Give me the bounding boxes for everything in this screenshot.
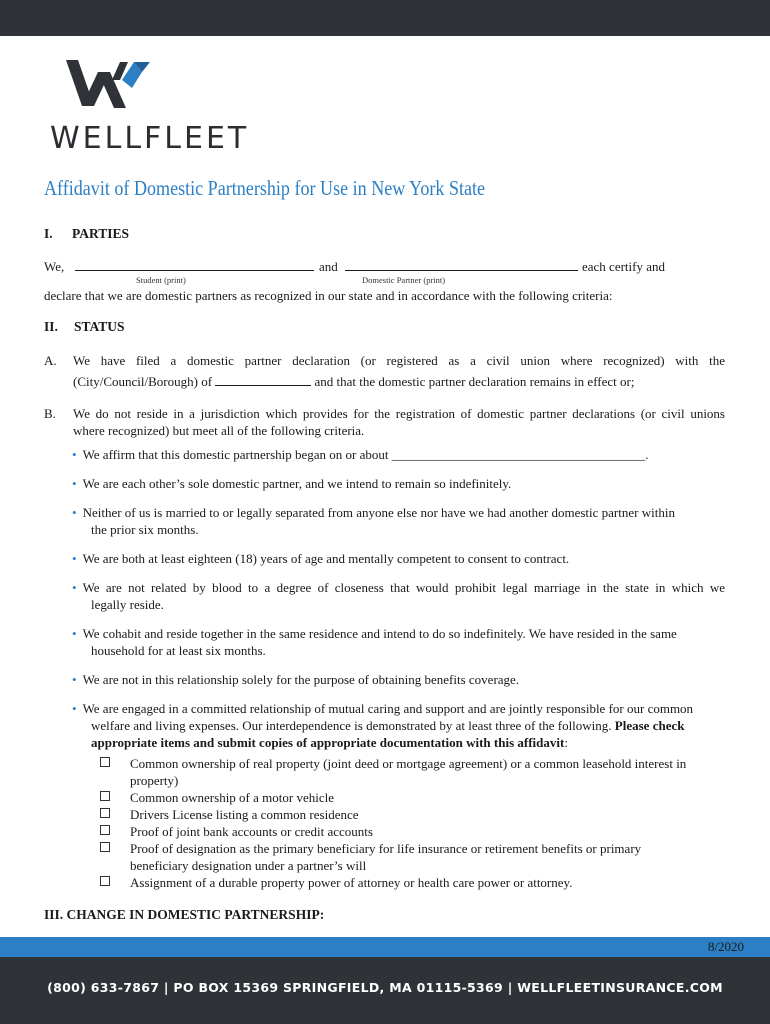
item-a-line1: We have filed a domestic partner declaration (or registered as a civil union where recognized) with the — [73, 353, 725, 368]
city-blank-field[interactable] — [215, 373, 311, 386]
bullet-dot-icon: • — [72, 580, 77, 595]
checkbox[interactable] — [100, 808, 110, 818]
checkbox[interactable] — [100, 842, 110, 852]
check-item-beneficiary[interactable]: Proof of designation as the primary beneficiary for life insurance or retirement benefits or primary beneficiary designation under a partner’s will — [100, 840, 129, 857]
bullet-dot-icon: • — [72, 447, 77, 462]
student-caption: Student (print) — [136, 275, 186, 285]
criteria-bullet: • We are not in this relationship solely for the purpose of obtaining benefits coverage. — [72, 672, 520, 687]
item-a-line2 — [73, 373, 733, 390]
bullet-dot-icon: • — [72, 672, 77, 687]
footer-accent-bar — [0, 937, 770, 957]
item-a-label: A. — [44, 353, 57, 368]
section-3-heading: III. CHANGE IN DOMESTIC PARTNERSHIP: — [44, 907, 325, 922]
item-b-label: B. — [44, 406, 56, 421]
section-2-number: II. — [44, 319, 58, 334]
bullet-dot-icon: • — [72, 626, 77, 641]
check-item-power-of-attorney[interactable]: Assignment of a durable property power of attorney or health care power or attorney. — [100, 874, 129, 891]
check-item-motor-vehicle[interactable]: Common ownership of a motor vehicle — [100, 789, 129, 806]
criteria-bullet: • We cohabit and reside together in the same residence and intend to do so indefinitely. We have resided in the same household for at least six months. — [72, 626, 677, 658]
parties-certify-text: each certify and — [582, 259, 666, 274]
item-b-line1: We do not reside in a jurisdiction which provides for the registration of domestic partner declarations (or civil unions — [73, 406, 725, 421]
criteria-bullet: • Neither of us is married to or legally separated from anyone else nor have we had another domestic partner within the prior six months. — [72, 505, 675, 537]
criteria-bullet: • We affirm that this domestic partnership began on or about _______________________________________. — [72, 447, 649, 462]
document-title: Affidavit of Domestic Partnership for Use in New York State — [44, 176, 486, 200]
partner-caption: Domestic Partner (print) — [362, 275, 446, 285]
section-1-number: I. — [44, 226, 53, 241]
item-a-line2-pre: (City/Council/Borough) of — [73, 374, 213, 389]
check-item-real-property[interactable]: Common ownership of real property (joint deed or mortgage agreement) or a common leasehold interest in property) — [100, 755, 129, 772]
item-a-line2-post: and that the domestic partner declaration remains in effect or; — [314, 374, 635, 389]
parties-and-label: and — [319, 259, 338, 274]
footer-bar — [0, 957, 770, 1024]
brand-name: WELLFLEET — [50, 121, 250, 156]
student-name-field[interactable] — [75, 258, 314, 275]
section-1-heading: PARTIES — [72, 226, 130, 241]
item-b-line2: where recognized) but meet all of the following criteria. — [73, 423, 365, 438]
top-header-bar — [0, 0, 770, 36]
bullet-dot-icon: • — [72, 701, 77, 716]
bullet-dot-icon: • — [72, 551, 77, 566]
bullet-dot-icon: • — [72, 476, 77, 491]
section-2-heading: STATUS — [74, 319, 125, 334]
criteria-bullet: • We are both at least eighteen (18) years of age and mentally competent to consent to contract. — [72, 551, 570, 566]
parties-declaration-text: declare that we are domestic partners as recognized in our state and in accordance with the following criteria: — [44, 288, 613, 303]
parties-we-label: We, — [44, 259, 65, 274]
criteria-bullet: • We are not related by blood to a degree of closeness that would prohibit legal marriage in the state in which we legally reside. — [72, 580, 725, 612]
bullet-dot-icon: • — [72, 505, 77, 520]
criteria-bullet: • We are each other’s sole domestic partner, and we intend to remain so indefinitely. — [72, 476, 512, 491]
form-date-code: 8/2020 — [707, 939, 744, 954]
checkbox[interactable] — [100, 757, 110, 767]
partner-name-field[interactable] — [345, 258, 578, 275]
criteria-bullet: • We are engaged in a committed relationship of mutual caring and support and are jointly responsible for our common welfare and living expenses. Our interdependence is demonstrated by at least three of the following. Please check appropriate items and submit copies of appropriate documentation with this affidavit: — [72, 701, 694, 750]
checkbox[interactable] — [100, 791, 110, 801]
checkbox[interactable] — [100, 825, 110, 835]
checkbox[interactable] — [100, 876, 110, 886]
footer-contact: (800) 633-7867 | PO BOX 15369 SPRINGFIELD, MA 01115-5369 | WELLFLEETINSURANCE.COM — [47, 980, 723, 995]
check-item-bank-accounts[interactable]: Proof of joint bank accounts or credit accounts — [100, 823, 129, 840]
wellfleet-logo-icon — [50, 58, 180, 116]
check-item-drivers-license[interactable]: Drivers License listing a common residence — [100, 806, 129, 823]
